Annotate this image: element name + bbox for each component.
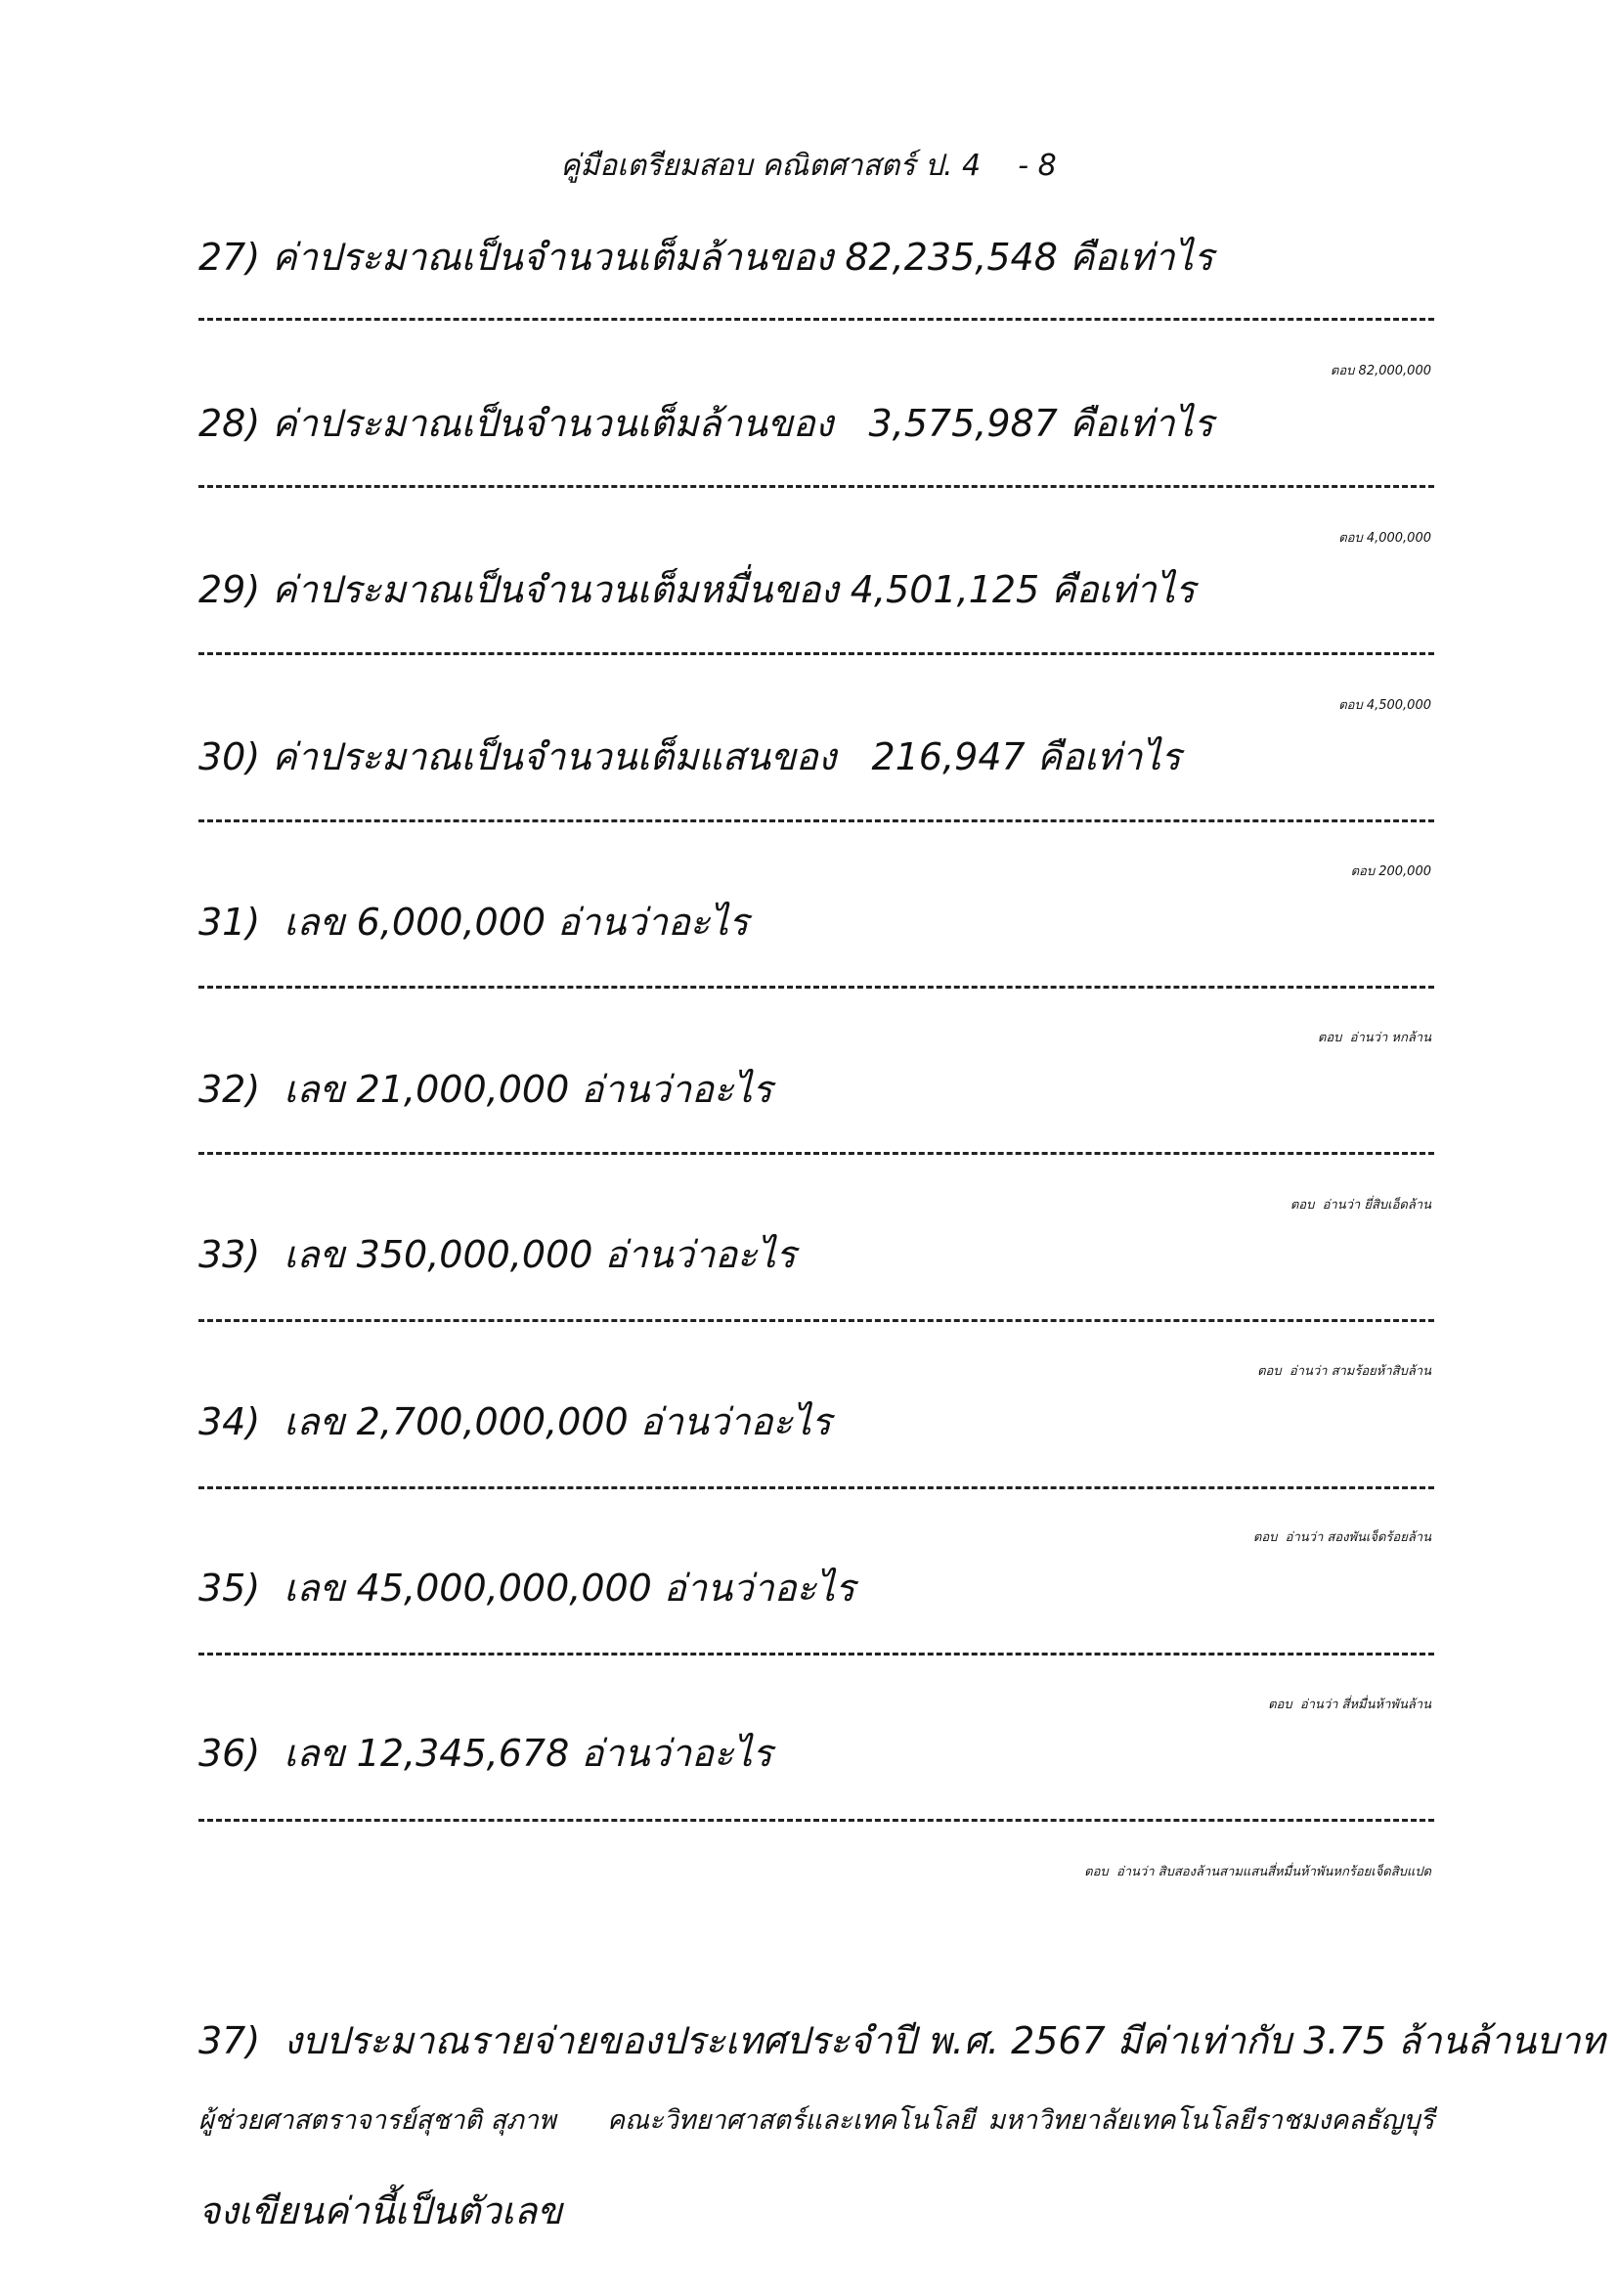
page-footer — [198, 2099, 1434, 2142]
answer-27: ตอบ 82,000,000 — [1330, 364, 1431, 378]
question-27: 27) ค่าประมาณเป็นจำนวนเต็มล้านของ 82,235,548 คือเท่าไร — [198, 236, 1214, 279]
question-31: 31) เลข 6,000,000 อ่านว่าอะไร — [198, 901, 749, 944]
question-37 — [198, 1899, 1605, 2296]
footer-author: ผู้ช่วยศาสตราจารย์สุชาติ สุภาพ — [198, 2105, 556, 2136]
footer-university: มหาวิทยาลัยเทคโนโลยีราชมงคลธัญบุรี — [987, 2105, 1434, 2136]
question-29: 29) ค่าประมาณเป็นจำนวนเต็มหมื่นของ 4,501,125 คือเท่าไร — [198, 568, 1196, 611]
answer-blank-line-36 — [198, 1819, 1434, 1822]
answer-blank-line-34 — [198, 1486, 1434, 1489]
question-30: 30) ค่าประมาณเป็นจำนวนเต็มแสนของ 216,947 คือเท่าไร — [198, 735, 1181, 778]
question-37-line-2: จงเขียนค่านี้เป็นตัวเลข — [198, 2189, 563, 2232]
question-35: 35) เลข 45,000,000,000 อ่านว่าอะไร — [198, 1567, 855, 1610]
question-33: 33) เลข 350,000,000 อ่านว่าอะไร — [198, 1233, 797, 1276]
answer-34: ตอบ อ่านว่า สองพันเจ็ดร้อยล้าน — [1252, 1530, 1431, 1545]
answer-blank-line-29 — [198, 652, 1434, 655]
question-28: 28) ค่าประมาณเป็นจำนวนเต็มล้านของ 3,575,987 คือเท่าไร — [198, 402, 1214, 445]
answer-blank-line-33 — [198, 1319, 1434, 1322]
answer-blank-line-31 — [198, 986, 1434, 989]
answer-32: ตอบ อ่านว่า ยี่สิบเอ็ดล้าน — [1289, 1198, 1431, 1213]
question-37-line-1: 37) งบประมาณรายจ่ายของประเทศประจำปี พ.ศ. 2567 มีค่าเท่ากับ 3.75 ล้านล้านบาท — [198, 2019, 1605, 2062]
answer-blank-line-28 — [198, 485, 1434, 488]
answer-31: ตอบ อ่านว่า หกล้าน — [1317, 1031, 1431, 1045]
answer-blank-line-30 — [198, 819, 1434, 822]
question-32: 32) เลข 21,000,000 อ่านว่าอะไร — [198, 1068, 772, 1111]
question-36: 36) เลข 12,345,678 อ่านว่าอะไร — [198, 1732, 772, 1775]
page-header: คู่มือเตรียมสอบ คณิตศาสตร์ ป. 4 - 8 — [560, 149, 1057, 183]
answer-35: ตอบ อ่านว่า สี่หมื่นห้าพันล้าน — [1268, 1698, 1431, 1712]
footer-faculty: คณะวิทยาศาสตร์และเทคโนโลยี — [607, 2105, 975, 2136]
answer-29: ตอบ 4,500,000 — [1338, 698, 1431, 713]
answer-28: ตอบ 4,000,000 — [1338, 531, 1431, 546]
answer-30: ตอบ 200,000 — [1350, 864, 1431, 879]
question-34: 34) เลข 2,700,000,000 อ่านว่าอะไร — [198, 1400, 832, 1443]
answer-36: ตอบ อ่านว่า สิบสองล้านสามแสนสี่หมื่นห้าพันหกร้อยเจ็ดสิบแปด — [1084, 1865, 1431, 1879]
answer-blank-line-32 — [198, 1152, 1434, 1155]
answer-blank-line-27 — [198, 318, 1434, 321]
answer-33: ตอบ อ่านว่า สามร้อยห้าสิบล้าน — [1257, 1364, 1431, 1379]
answer-blank-line-35 — [198, 1653, 1434, 1656]
